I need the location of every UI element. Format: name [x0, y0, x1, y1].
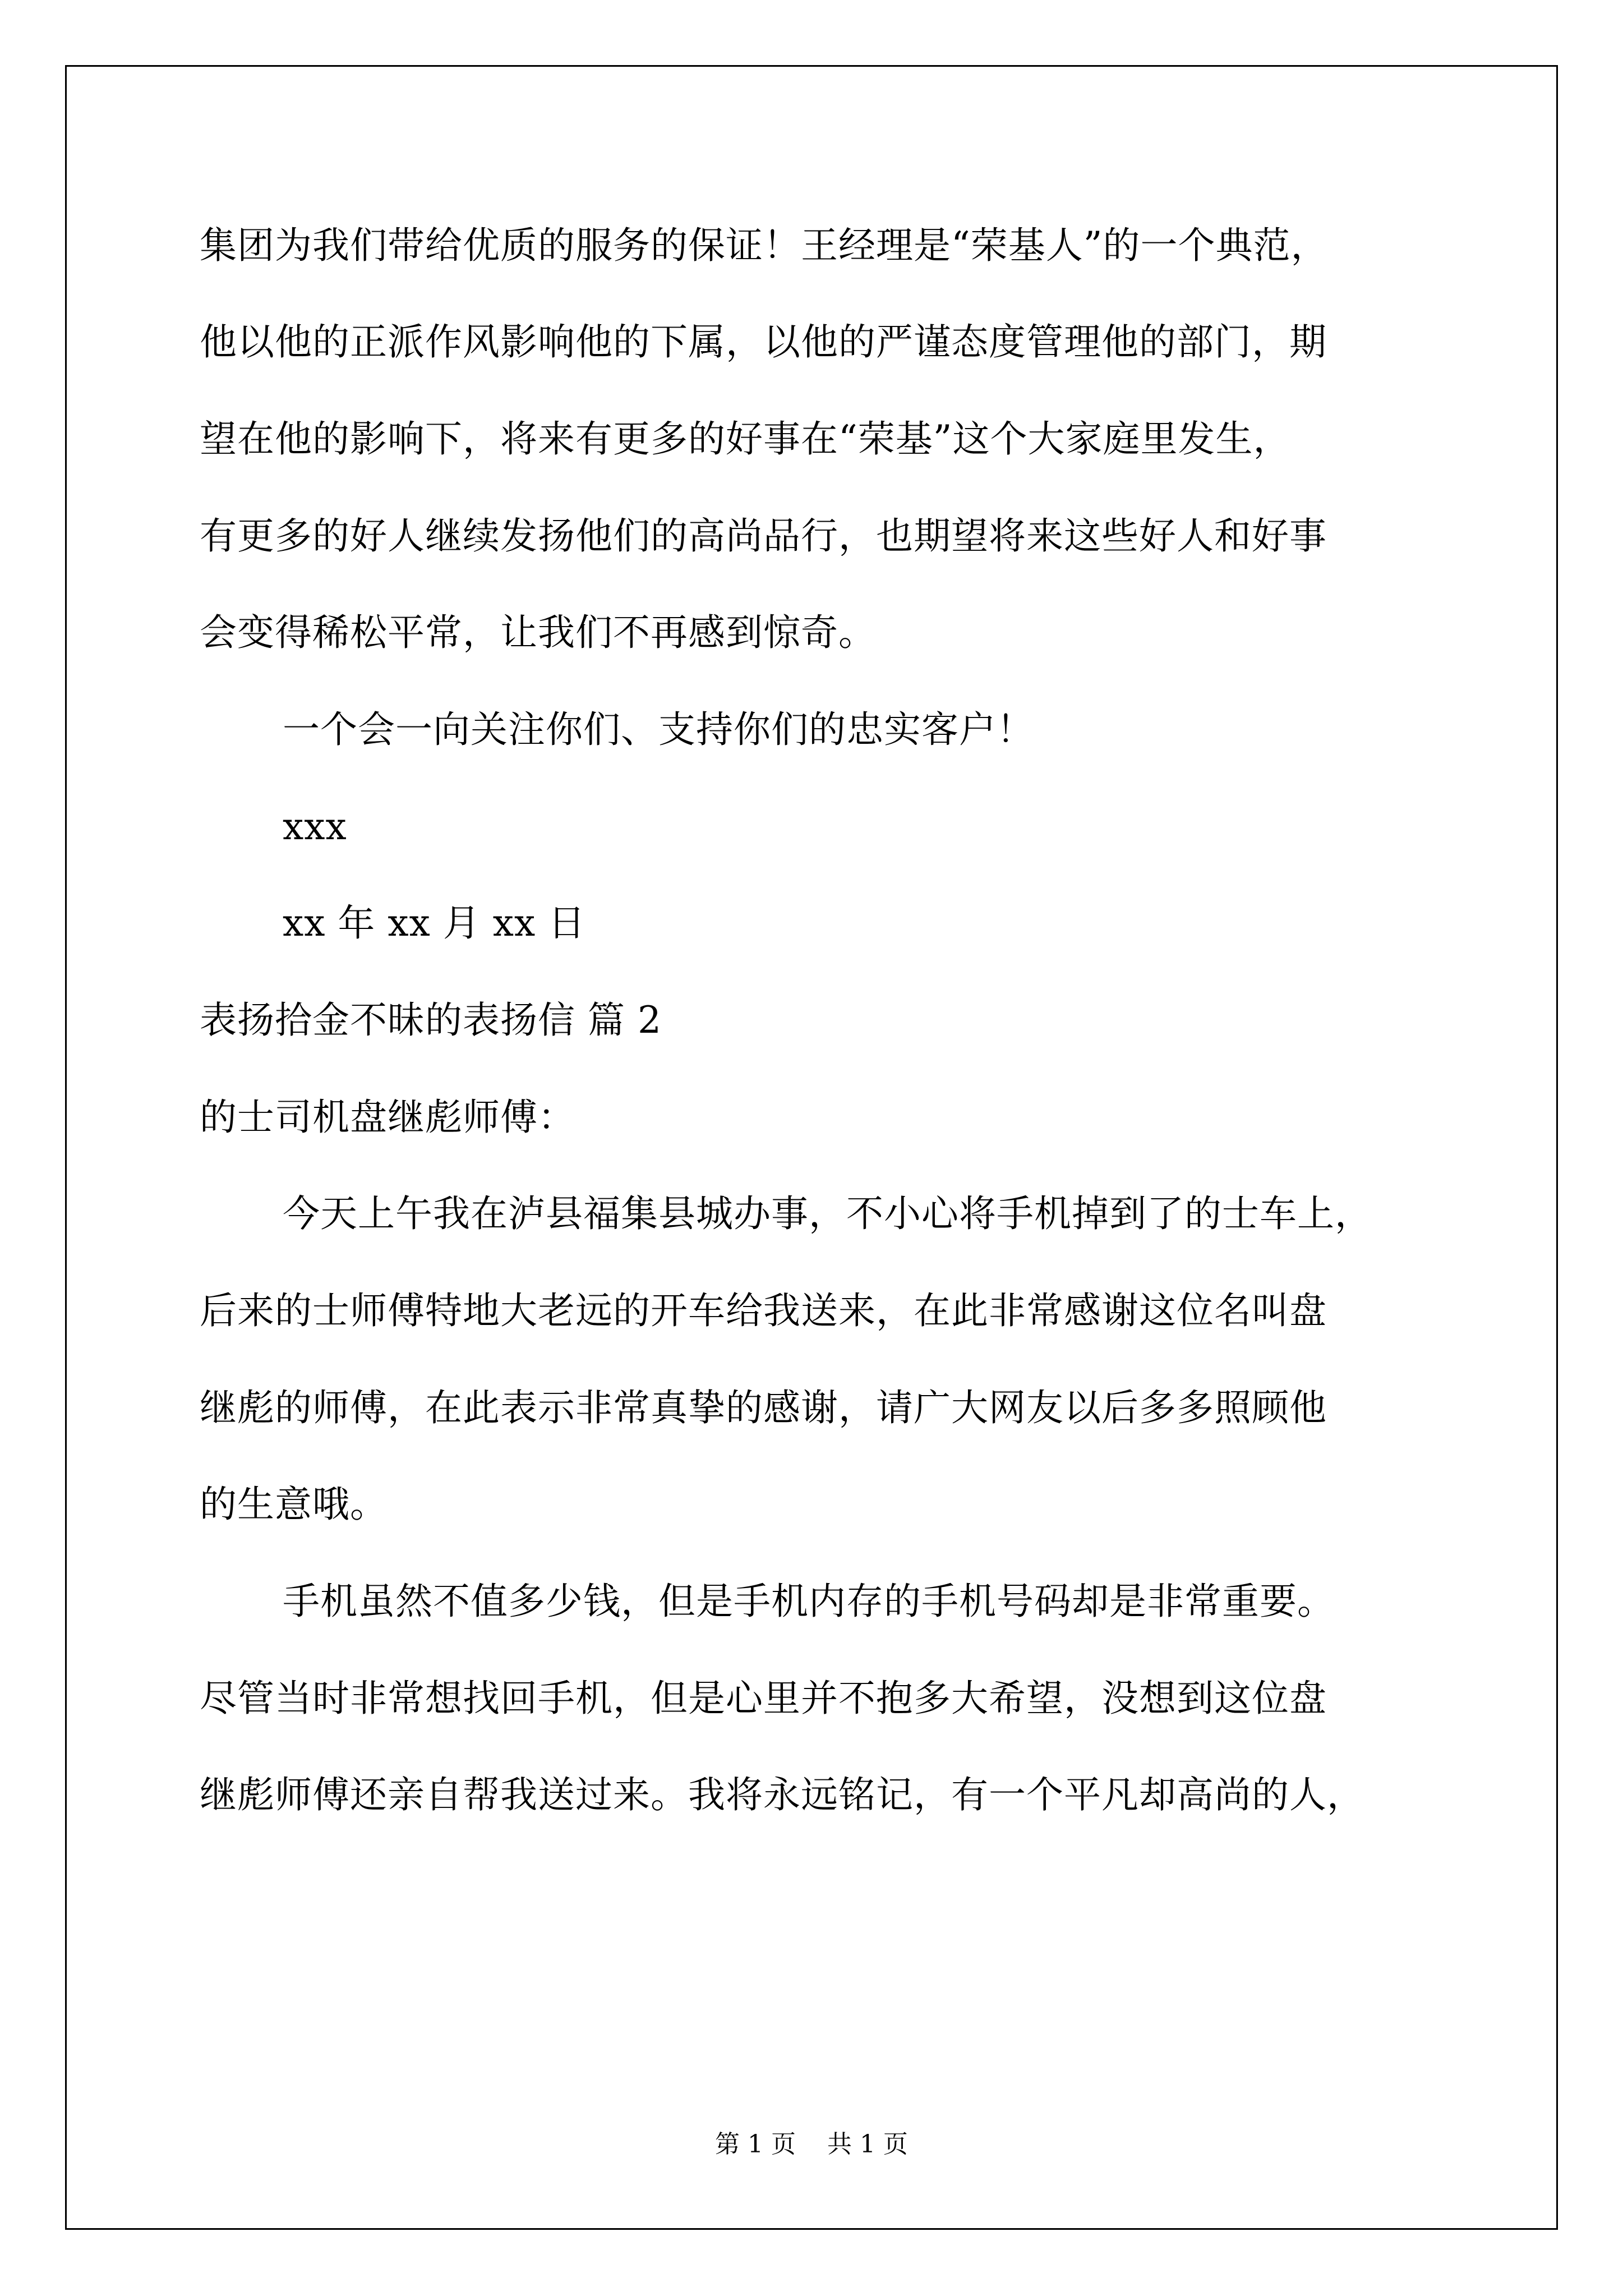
paragraph-line: 继彪师傅还亲自帮我送过来。我将永远铭记，有一个平凡却高尚的人， [200, 1773, 1364, 1816]
closing-line: 一个会一向关注你们、支持你们的忠实客户！ [283, 708, 1034, 751]
paragraph-line: 后来的士师傅特地大老远的开车给我送来，在此非常感谢这位名叫盘 [200, 1289, 1327, 1332]
paragraph-line: 手机虽然不值多少钱，但是手机内存的手机号码却是非常重要。 [283, 1580, 1335, 1623]
page-number-footer: 第 1 页 共 1 页 [715, 2130, 908, 2159]
page-border [65, 65, 1558, 2230]
salutation: 的士司机盘继彪师傅： [200, 1096, 575, 1139]
paragraph-line: 会变得稀松平常，让我们不再感到惊奇。 [200, 611, 876, 654]
paragraph-line: 有更多的好人继续发扬他们的高尚品行，也期望将来这些好人和好事 [200, 514, 1327, 558]
paragraph-line: 的生意哦。 [200, 1483, 388, 1526]
signature: xxx [283, 805, 347, 848]
paragraph-line: 他以他的正派作风影响他的下属，以他的严谨态度管理他的部门，期 [200, 320, 1327, 364]
paragraph-line: 望在他的影响下，将来有更多的好事在“荣基”这个大家庭里发生， [200, 417, 1291, 461]
paragraph-line: 今天上午我在泸县福集县城办事，不小心将手机掉到了的士车上， [283, 1192, 1372, 1235]
paragraph-line: 集团为我们带给优质的服务的保证！王经理是“荣基人”的一个典范， [200, 224, 1329, 267]
date-line: xx 年 xx 月 xx 日 [283, 901, 586, 945]
section-heading: 表扬拾金不昧的表扬信 篇 2 [200, 999, 662, 1042]
paragraph-line: 继彪的师傅，在此表示非常真挚的感谢，请广大网友以后多多照顾他 [200, 1386, 1327, 1429]
paragraph-line: 尽管当时非常想找回手机，但是心里并不抱多大希望，没想到这位盘 [200, 1677, 1327, 1720]
